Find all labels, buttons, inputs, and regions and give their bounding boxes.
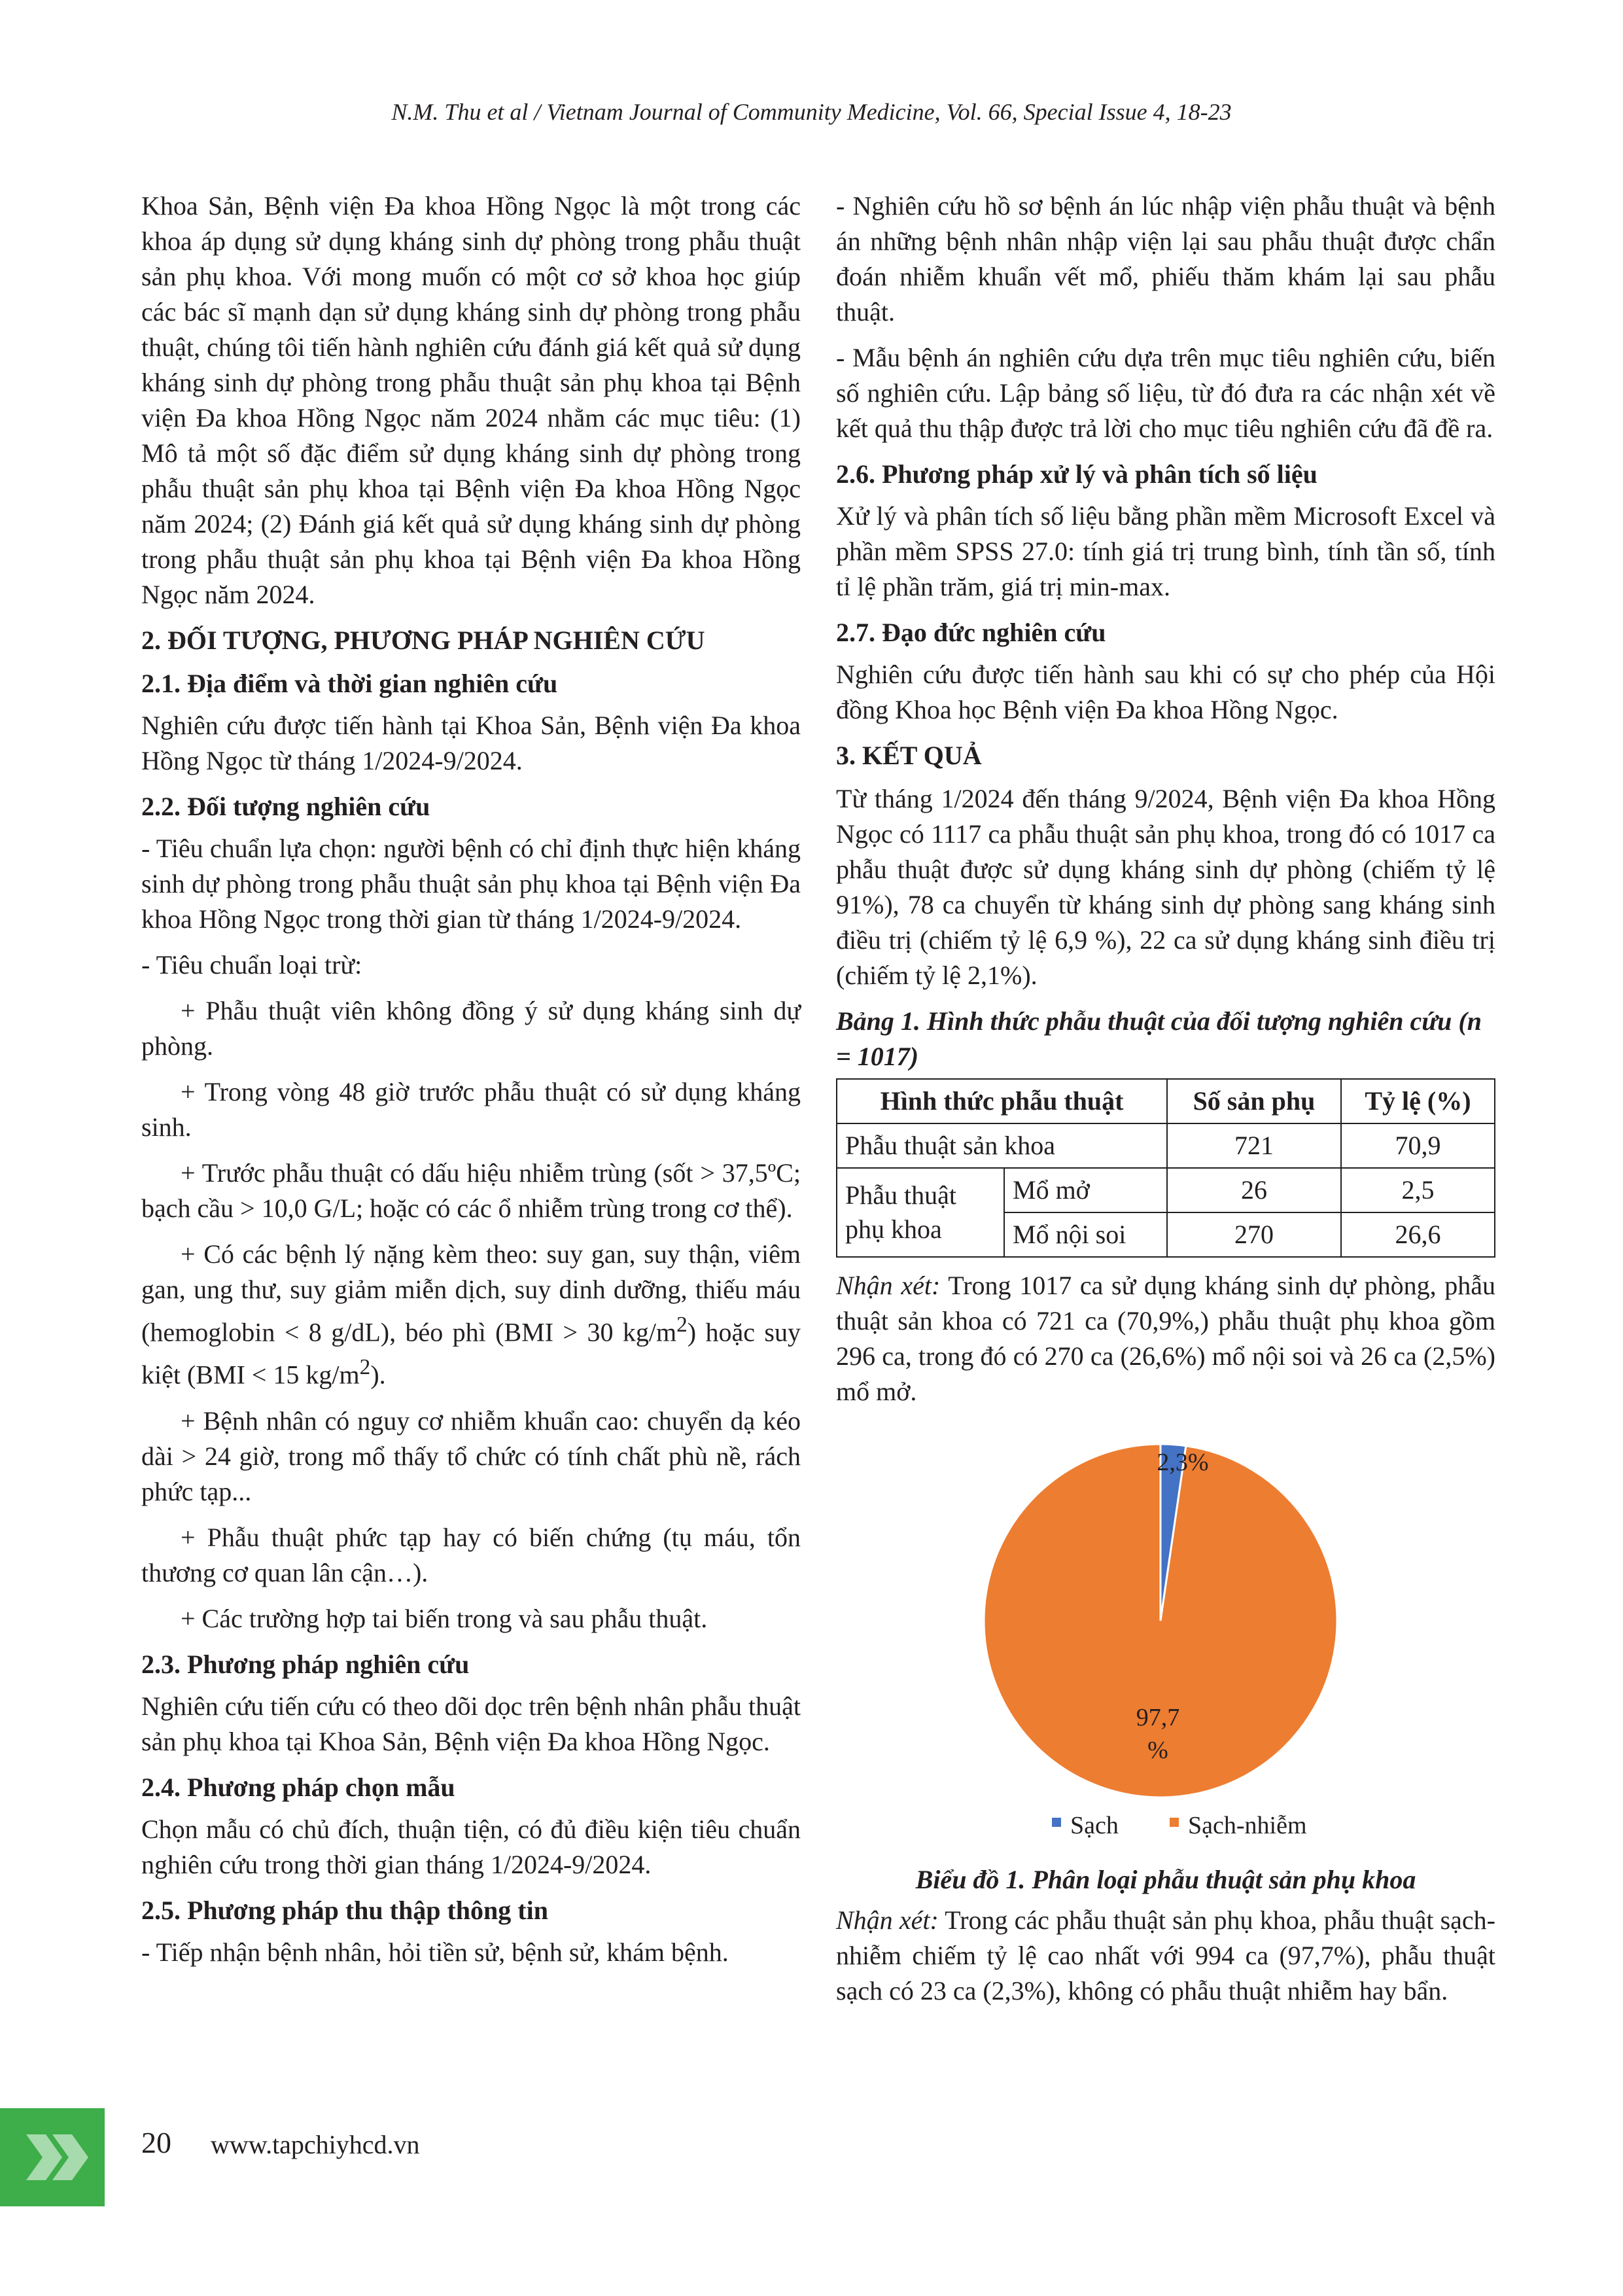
exclusion-item [141,1237,801,1393]
section-2-2-heading: 2.2. Đối tượng nghiên cứu [141,792,430,821]
header-cell: Tỷ lệ (%) [1341,1079,1495,1123]
comment-label: Nhận xét: [836,1271,941,1300]
section-2-3-heading: 2.3. Phương pháp nghiên cứu [141,1649,470,1679]
table-caption: Bảng 1. Hình thức phẫu thuật của đối tượng nghiên cứu (n = 1017) [836,1006,1482,1071]
header-cell: Hình thức phẫu thuật [837,1079,1167,1123]
pie-label-percent-sign: % [1147,1737,1168,1764]
section-2-1-heading: 2.1. Địa điểm và thời gian nghiên cứu [141,669,558,698]
legend-label: Sạch [1070,1812,1119,1839]
pie-label-sach: 2,3% [1157,1449,1209,1476]
table-cell: Mổ nội soi [1004,1212,1167,1257]
right-column [836,188,1495,2019]
running-header: N.M. Thu et al / Vietnam Journal of Community Medicine, Vol. 66, Special Issue 4, 18-23 [391,99,1232,125]
surgery-type-table [836,1078,1495,1258]
chart-comment [836,1903,1495,2009]
superscript: 2 [676,1313,688,1337]
section-2-7-text: Nghiên cứu được tiến hành sau khi có sự cho phép của Hội đồng Khoa học Bệnh viện Đa khoa Hồng Ngọc. [836,660,1495,724]
pie-chart-svg [836,1421,1495,1853]
footer-accent-bar [0,2108,105,2206]
footer-url[interactable]: www.tapchiyhcd.vn [211,2130,420,2159]
intro-paragraph: Khoa Sản, Bệnh viện Đa khoa Hồng Ngọc là một trong các khoa áp dụng sử dụng kháng sinh dự phòng trong phẫu thuật sản phụ khoa. Với mong muốn có một cơ sở khoa học giúp các bác sĩ mạnh dạn sử dụng kháng sinh dự phòng trong phẫu thuật, chúng tôi tiến hành nghiên cứu đánh giá kết quả sử dụng kháng sinh dự phòng trong phẫu thuật sản phụ khoa tại Bệnh viện Đa khoa Hồng Ngọc năm 2024 nhằm các mục tiêu: (1) Mô tả một số đặc điểm sử dụng kháng sinh dự phòng trong phẫu thuật sản phụ khoa tại Bệnh viện Đa khoa Hồng Ngọc năm 2024; (2) Đánh giá kết quả sử dụng kháng sinh dự phòng trong phẫu thuật sản phụ khoa tại Bệnh viện Đa khoa Hồng Ngọc năm 2024. [141,191,801,609]
methods-paragraph: - Mẫu bệnh án nghiên cứu dựa trên mục tiêu nghiên cứu, biến số nghiên cứu. Lập bảng số liệu, từ đó đưa ra các nhận xét về kết quả thu thập được trả lời cho mục tiêu nghiên cứu đã đề ra. [836,343,1495,443]
chart-caption: Biểu đồ 1. Phân loại phẫu thuật sản phụ khoa [915,1865,1416,1894]
table-cell: Mổ mở [1004,1168,1167,1212]
comment-text: Trong các phẫu thuật sản phụ khoa, phẫu thuật sạch-nhiễm chiếm tỷ lệ cao nhất với 994 ca (97,7%), phẫu thuật sạch có 23 ca (2,3%), không có phẫu thuật nhiễm hay bẩn. [836,1905,1495,2005]
section-2-7-heading: 2.7. Đạo đức nghiên cứu [836,618,1106,647]
table-cell: Phẫu thuật sản khoa [837,1123,1167,1168]
exclusion-item: + Trong vòng 48 giờ trước phẫu thuật có sử dụng kháng sinh. [141,1077,801,1142]
section-3-heading: 3. KẾT QUẢ [836,741,982,770]
section-2-heading: 2. ĐỐI TƯỢNG, PHƯƠNG PHÁP NGHIÊN CỨU [141,626,705,655]
table-cell: 26,6 [1341,1212,1495,1257]
table-row [837,1123,1495,1168]
superscript: 2 [359,1355,371,1380]
section-2-4-text: Chọn mẫu có chủ đích, thuận tiện, có đủ điều kiện tiêu chuẩn nghiên cứu trong thời gian tháng 1/2024-9/2024. [141,1814,801,1879]
methods-paragraph: - Nghiên cứu hồ sơ bệnh án lúc nhập viện phẫu thuật và bệnh án những bệnh nhân nhập viện lại sau phẫu thuật được chẩn đoán nhiễm khuẩn vết mổ, phiếu thăm khám lại sau phẫu thuật. [836,191,1495,327]
section-2-1-text: Nghiên cứu được tiến hành tại Khoa Sản, Bệnh viện Đa khoa Hồng Ngọc từ tháng 1/2024-9/2024. [141,711,801,775]
legend-swatch [1052,1818,1061,1827]
section-2-6-text: Xử lý và phân tích số liệu bằng phần mềm Microsoft Excel và phần mềm SPSS 27.0: tính giá trị trung bình, tính tần số, tính tỉ lệ phần trăm, giá trị min-max. [836,501,1495,601]
table-header-row [837,1079,1495,1123]
table-group-cell: Phẫu thuật phụ khoa [837,1168,1004,1257]
comment-label: Nhận xét: [836,1905,939,1935]
pie-chart [836,1421,1495,1853]
section-2-5-text: - Tiếp nhận bệnh nhân, hỏi tiền sử, bệnh sử, khám bệnh. [141,1937,729,1967]
table-cell: 721 [1167,1123,1341,1168]
table-cell: 70,9 [1341,1123,1495,1168]
exclusion-item: + Trước phẫu thuật có dấu hiệu nhiễm trùng (sốt > 37,5ºC; bạch cầu > 10,0 G/L; hoặc có các ổ nhiễm trùng trong cơ thể). [141,1158,801,1223]
exclusion-item-text: ) hoặc suy kiệt (BMI < 15 kg/m [141,1317,801,1390]
table-comment [836,1268,1495,1409]
exclusion-item-text: + Có các bệnh lý nặng kèm theo: suy gan, suy thận, viêm gan, ung thư, suy giảm miễn dịch, suy dinh dưỡng, thiếu máu (hemoglobin < 8 g/dL), béo phì (BMI > 30 kg/m [141,1239,801,1347]
exclusion-item: + Phẫu thuật phức tạp hay có biến chứng (tụ máu, tổn thương cơ quan lân cận…). [141,1522,801,1587]
section-2-6-heading: 2.6. Phương pháp xử lý và phân tích số liệu [836,459,1318,489]
exclusion-criteria-label: - Tiêu chuẩn loại trừ: [141,950,362,980]
results-paragraph: Từ tháng 1/2024 đến tháng 9/2024, Bệnh viện Đa khoa Hồng Ngọc có 1117 ca phẫu thuật sản phụ khoa, trong đó có 1017 ca phẫu thuật được sử dụng kháng sinh dự phòng (chiếm tỷ lệ 91%), 78 ca chuyển từ kháng sinh dự phòng sang kháng sinh điều trị (chiếm tỷ lệ 6,9 %), 22 ca sử dụng kháng sinh điều trị (chiếm tỷ lệ 2,1%). [836,784,1495,990]
table-cell: 26 [1167,1168,1341,1212]
double-chevron-icon [0,2108,105,2206]
section-2-3-text: Nghiên cứu tiến cứu có theo dõi dọc trên bệnh nhân phẫu thuật sản phụ khoa tại Khoa Sản, Bệnh viện Đa khoa Hồng Ngọc. [141,1691,801,1756]
page-number: 20 [141,2126,171,2159]
legend-swatch [1170,1818,1179,1827]
comment-text: Trong 1017 ca sử dụng kháng sinh dự phòng, phẫu thuật sản khoa có 721 ca (70,9%,) phẫu thuật phụ khoa gồm 296 ca, trong đó có 270 ca (26,6%) mổ nội soi và 26 ca (2,5%) mổ mở. [836,1271,1496,1406]
inclusion-criteria: - Tiêu chuẩn lựa chọn: người bệnh có chỉ định thực hiện kháng sinh dự phòng trong phẫu thuật sản phụ khoa tại Bệnh viện Đa khoa Hồng Ngọc trong thời gian từ tháng 1/2024-9/2024. [141,834,801,934]
exclusion-item: + Các trường hợp tai biến trong và sau phẫu thuật. [181,1603,708,1633]
exclusion-item-text: ). [370,1360,386,1390]
table-cell: 2,5 [1341,1168,1495,1212]
pie-label-sach-nhiem: 97,7 [1136,1704,1180,1731]
exclusion-item: + Bệnh nhân có nguy cơ nhiễm khuẩn cao: chuyển dạ kéo dài > 24 giờ, trong mổ thấy tổ chức có tính chất phù nề, rách phức tạp... [141,1405,801,1506]
header-cell: Số sản phụ [1167,1079,1341,1123]
left-column [141,188,801,1981]
exclusion-item: + Phẫu thuật viên không đồng ý sử dụng kháng sinh dự phòng. [141,996,801,1061]
table-row [837,1168,1495,1212]
legend-label: Sạch-nhiễm [1188,1812,1307,1839]
section-2-4-heading: 2.4. Phương pháp chọn mẫu [141,1772,455,1802]
section-2-5-heading: 2.5. Phương pháp thu thập thông tin [141,1895,548,1925]
table-cell: 270 [1167,1212,1341,1257]
